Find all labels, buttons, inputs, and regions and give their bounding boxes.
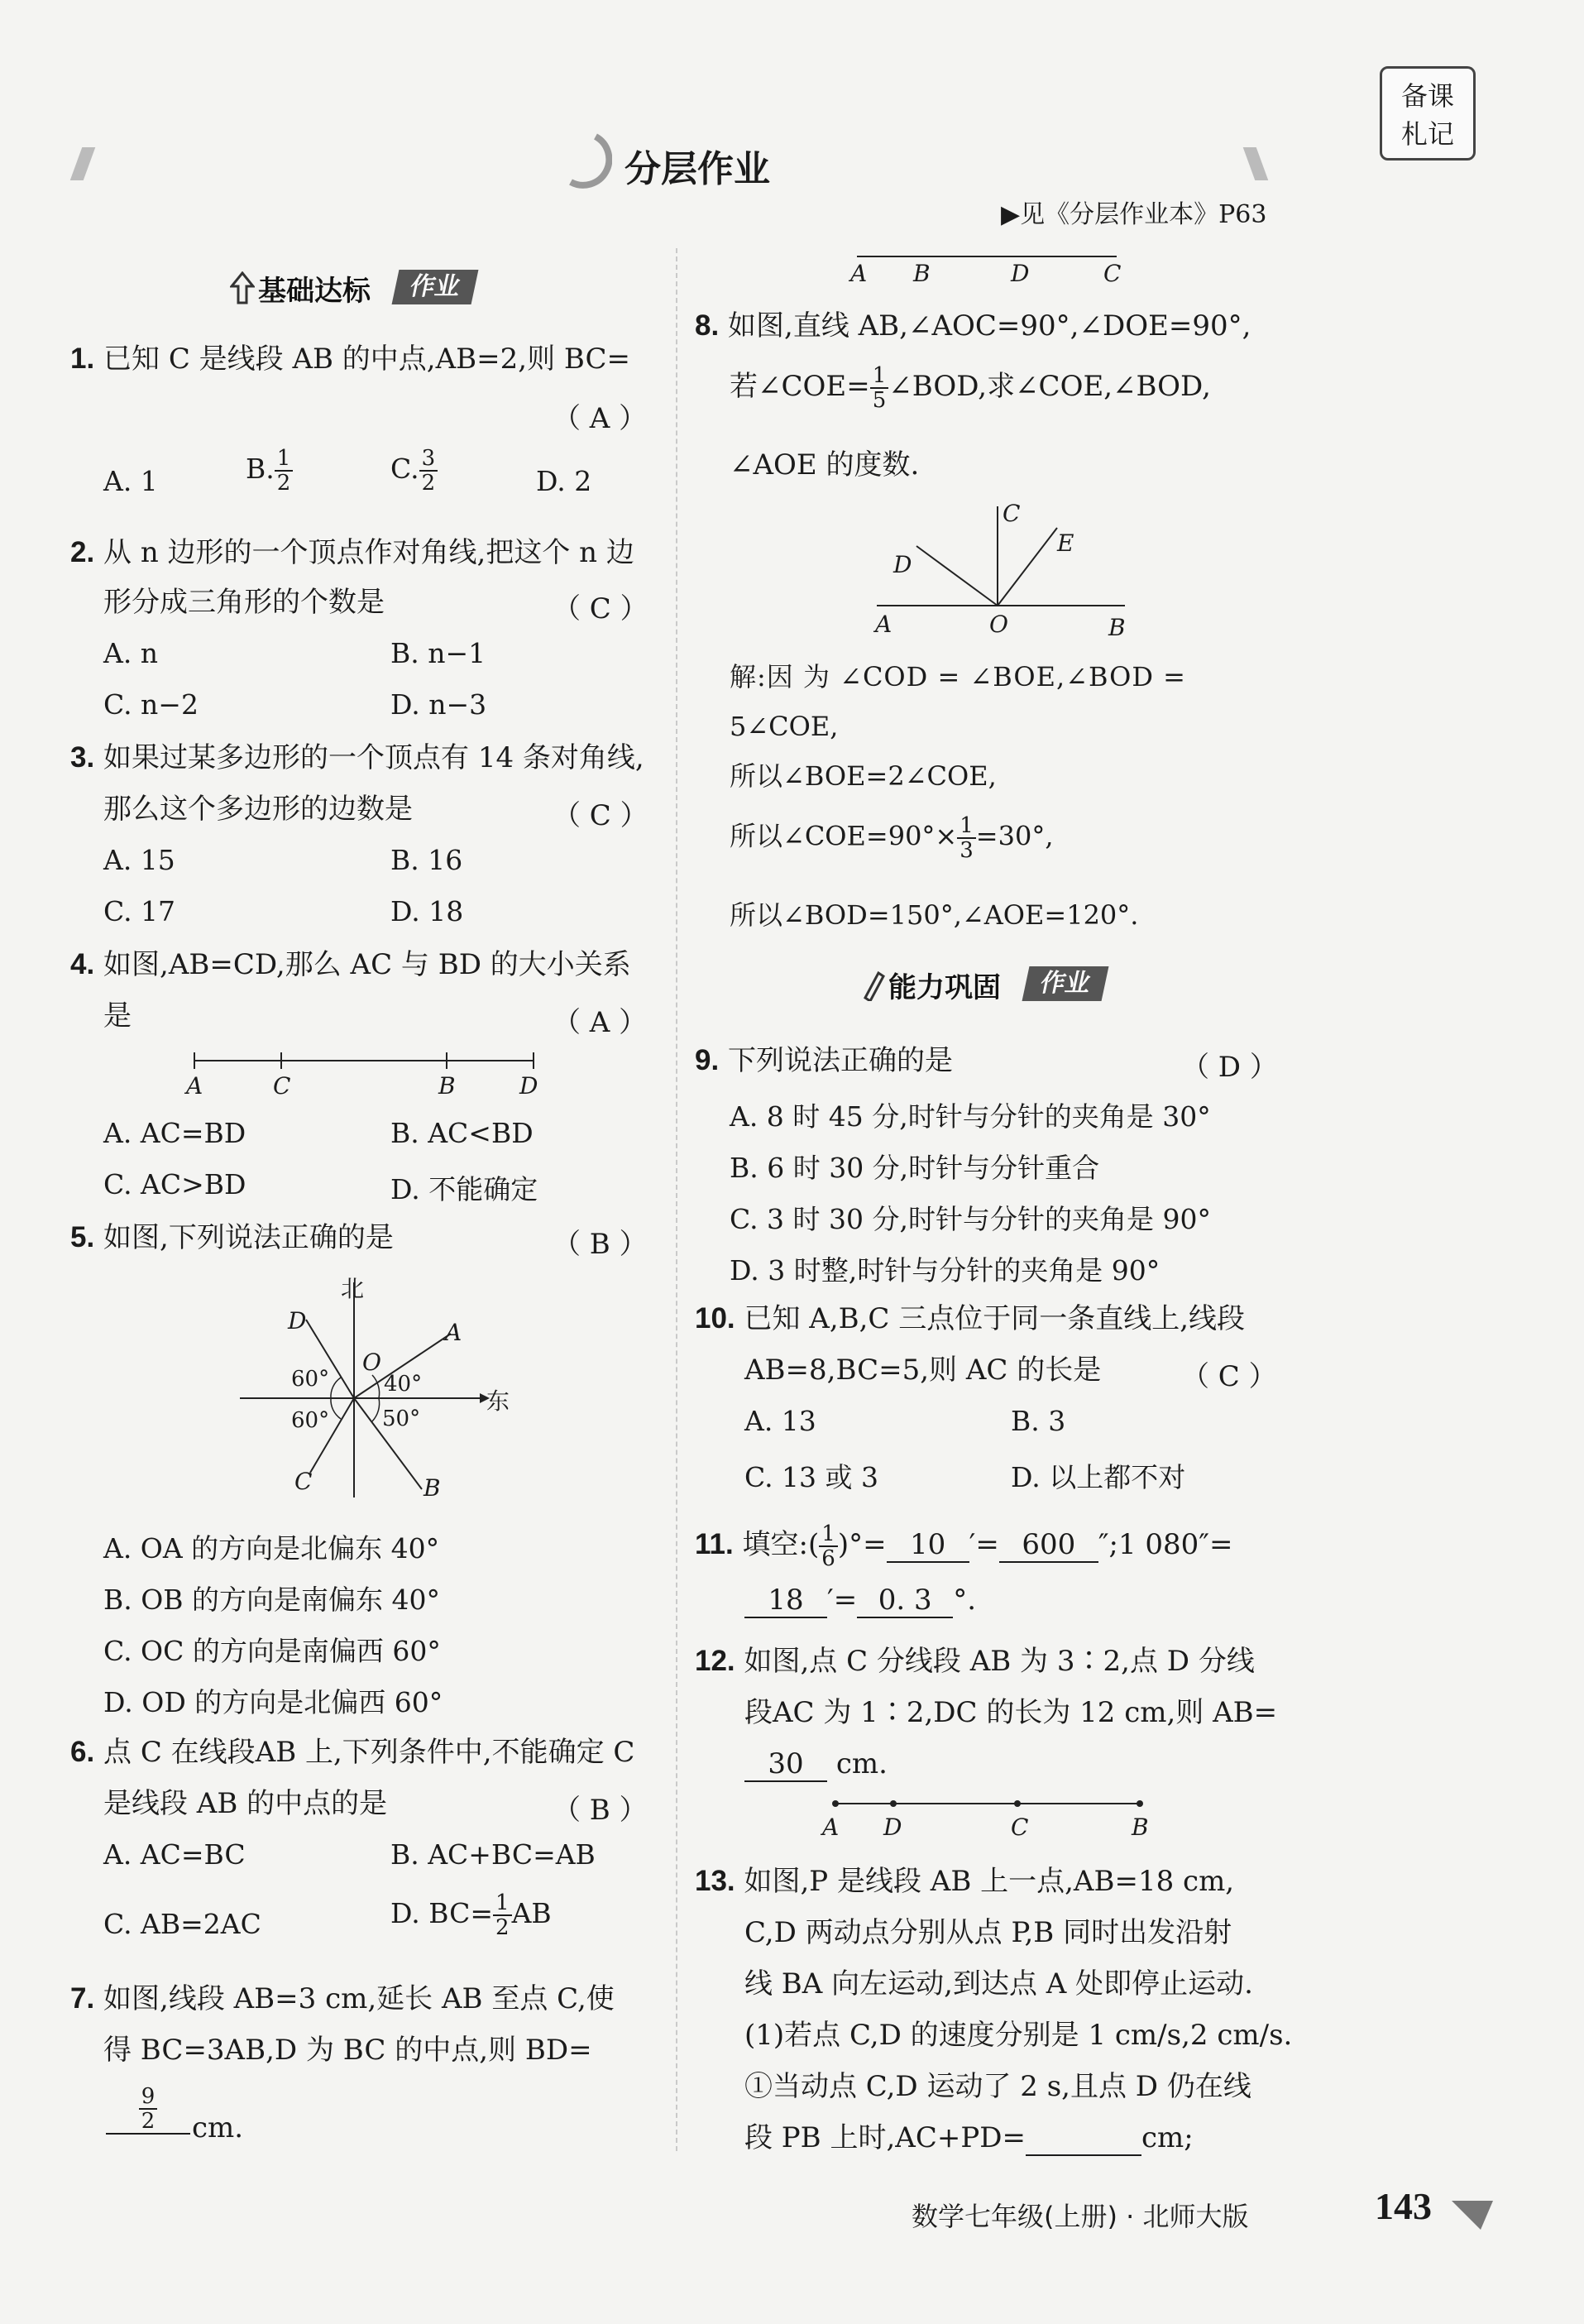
q3-line-2: 那么这个多边形的边数是 <box>103 793 413 826</box>
q2-option-a: A. n <box>103 637 159 669</box>
q8-label-a: A <box>875 611 892 638</box>
q3-option-c: C. 17 <box>103 895 176 927</box>
stamp-line-2: 札记 <box>1400 118 1454 150</box>
q13-line-3: 线 BA 向左运动,到达点 A 处即停止运动. <box>744 1967 1253 2001</box>
q2-answer: （ C ） <box>553 592 648 625</box>
q5-option-b: B. OB 的方向是南偏东 40° <box>103 1584 441 1616</box>
q7-label-c: C <box>1103 260 1122 287</box>
q6-option-a: A. AC=BC <box>103 1838 246 1871</box>
page-title: 分层作业 <box>625 148 770 190</box>
q12-answer-blank: 30 <box>744 1747 827 1782</box>
q8-label-b: B <box>1108 614 1126 641</box>
q4-label-a: A <box>186 1072 203 1100</box>
q11-blank-3: 18 <box>744 1584 827 1618</box>
section-basic <box>230 266 503 306</box>
q10-option-c: C. 13 或 3 <box>744 1461 879 1493</box>
q10-answer: （ C ） <box>1181 1360 1277 1393</box>
q3-option-a: A. 15 <box>103 844 175 876</box>
q2-line-2: 形分成三角形的个数是 <box>103 586 385 619</box>
q4-line-1: 4. 如图,AB=CD,那么 AC 与 BD 的大小关系 <box>70 948 631 981</box>
q8-solution-5: 所以∠BOD=150°,∠AOE=120°. <box>730 899 1139 931</box>
q1-option-a: A. 1 <box>103 465 158 497</box>
page-number: 143 <box>1375 2185 1432 2227</box>
q1-answer: （ A ） <box>553 402 648 435</box>
q9-stem: 9. 下列说法正确的是 <box>695 1044 954 1077</box>
q8-solution-1: 解:因 为 ∠COD = ∠BOE,∠BOD = <box>730 661 1186 692</box>
q4-label-d: D <box>519 1072 538 1100</box>
q3-line-1: 3. 如果过某多边形的一个顶点有 14 条对角线, <box>70 741 644 774</box>
q5-angle-3: 60° <box>291 1408 330 1433</box>
homework-reference: ▶见《分层作业本》P63 <box>1001 200 1267 229</box>
q8-label-c: C <box>1003 500 1021 527</box>
q5-label-b: B <box>424 1474 441 1502</box>
q11-line-1: 11. 填空:( $\frac{1}{6}$ )°= 10 ′= 600 ″;1 080″= <box>695 1521 1233 1571</box>
q11-blank-4: 0. 3 <box>857 1584 953 1618</box>
q4-option-c: C. AC>BD <box>103 1168 246 1200</box>
q1-option-b: B. $\frac{1}{2}$ <box>246 447 293 495</box>
q5-compass-figure <box>232 1274 496 1506</box>
q12-segment-figure <box>827 1794 1158 1818</box>
q3-answer: （ C ） <box>553 799 648 832</box>
q12-label-c: C <box>1011 1814 1029 1841</box>
q10-option-a: A. 13 <box>744 1405 816 1437</box>
q10-option-b: B. 3 <box>1011 1405 1066 1437</box>
q8-line-2: 若∠COE= $\frac{1}{5}$ ∠BOD,求∠COE,∠BOD, <box>730 363 1211 413</box>
q6-option-d: D. BC= $\frac{1}{2}$ AB <box>390 1890 552 1940</box>
q5-angle-4: 50° <box>382 1406 421 1431</box>
q4-label-c: C <box>273 1072 291 1100</box>
q12-label-b: B <box>1132 1814 1149 1841</box>
q5-label-north: 北 <box>341 1275 365 1302</box>
q5-stem: 5. 如图,下列说法正确的是 <box>70 1221 394 1254</box>
q9-option-a: A. 8 时 45 分,时针与分针的夹角是 30° <box>730 1100 1211 1133</box>
section-ability-name: 能力巩固 <box>888 971 1001 1004</box>
q6-option-c: C. AB=2AC <box>103 1908 261 1940</box>
footer-book-title: 数学七年级(上册) · 北师大版 <box>912 2201 1249 2232</box>
q2-option-d: D. n−3 <box>390 688 487 721</box>
q5-option-d: D. OD 的方向是北偏西 60° <box>103 1686 443 1718</box>
q4-option-d: D. 不能确定 <box>390 1173 538 1205</box>
q5-label-o: O <box>362 1349 381 1376</box>
q4-line-2: 是 <box>103 999 132 1033</box>
q2-option-c: C. n−2 <box>103 688 199 721</box>
q7-answer-value: $\frac{9}{2}$ <box>139 2085 158 2133</box>
q5-label-c: C <box>294 1468 313 1495</box>
q9-option-c: C. 3 时 30 分,时针与分针的夹角是 90° <box>730 1203 1211 1235</box>
q3-option-b: B. 16 <box>390 844 463 876</box>
q8-solution-3: 所以∠BOE=2∠COE, <box>730 760 997 792</box>
q5-answer: （ B ） <box>553 1228 648 1261</box>
q8-label-e: E <box>1057 529 1074 557</box>
q4-option-b: B. AC<BD <box>390 1117 534 1149</box>
q8-label-d: D <box>893 551 912 578</box>
q7-line-1: 7. 如图,线段 AB=3 cm,延长 AB 至点 C,使 <box>70 1982 615 2015</box>
q12-label-a: A <box>822 1814 840 1841</box>
q7-label-b: B <box>913 260 931 287</box>
q13-line-4: (1)若点 C,D 的速度分别是 1 cm/s,2 cm/s. <box>744 2019 1293 2052</box>
q1-option-d: D. 2 <box>536 465 592 497</box>
q5-option-c: C. OC 的方向是南偏西 60° <box>103 1635 441 1667</box>
q6-line-1: 6. 点 C 在线段AB 上,下列条件中,不能确定 C <box>70 1736 635 1769</box>
q13-blank <box>1026 2121 1141 2156</box>
footer-arrow-icon <box>1448 2192 1497 2234</box>
q7-segment-figure <box>852 248 1125 273</box>
stamp-line-1: 备课 <box>1400 80 1454 112</box>
q13-line-2: C,D 两动点分别从点 P,B 同时出发沿射 <box>744 1916 1232 1949</box>
q5-angle-2: 40° <box>384 1372 423 1397</box>
q5-label-east: 东 <box>486 1387 510 1415</box>
q9-option-d: D. 3 时整,时针与分针的夹角是 90° <box>730 1254 1160 1287</box>
q4-option-a: A. AC=BD <box>103 1117 246 1149</box>
q6-line-2: 是线段 AB 的中点的是 <box>103 1787 388 1820</box>
section-basic-name: 基础达标 <box>258 275 371 308</box>
up-arrow-icon <box>230 271 255 304</box>
q8-solution-4: 所以∠COE=90°× $\frac{1}{3}$ =30°, <box>730 813 1054 863</box>
q2-line-1: 2. 从 n 边形的一个顶点作对角线,把这个 n 边 <box>70 536 634 569</box>
q10-line-1: 10. 已知 A,B,C 三点位于同一条直线上,线段 <box>695 1302 1246 1335</box>
header-decor-right <box>1243 147 1269 180</box>
section-ability <box>860 963 1125 1003</box>
header-swirl-icon <box>562 132 612 190</box>
q7-unit: cm. <box>192 2111 244 2144</box>
q1-stem: 1. 已知 C 是线段 AB 的中点,AB=2,则 BC= <box>70 343 631 376</box>
q5-label-d: D <box>288 1307 307 1335</box>
q5-angle-1: 60° <box>291 1367 330 1392</box>
q4-answer: （ A ） <box>553 1006 648 1039</box>
section-ability-tag: 作业 <box>1022 966 1109 1001</box>
q11-line-2: 18 ′= 0. 3 °. <box>744 1584 976 1618</box>
q8-line-1: 8. 如图,直线 AB,∠AOC=90°,∠DOE=90°, <box>695 309 1251 343</box>
pencil-icon <box>860 968 885 1001</box>
q7-answer-blank <box>106 2085 190 2135</box>
q10-line-2: AB=8,BC=5,则 AC 的长是 <box>744 1354 1102 1387</box>
q12-label-d: D <box>883 1814 902 1841</box>
q4-label-b: B <box>438 1072 456 1100</box>
q12-line-2: 段AC 为 1∶2,DC 的长为 12 cm,则 AB= <box>744 1696 1278 1729</box>
q1-option-c: C. $\frac{3}{2}$ <box>390 447 438 495</box>
q3-option-d: D. 18 <box>390 895 464 927</box>
q2-option-b: B. n−1 <box>390 637 486 669</box>
q9-answer: （ D ） <box>1181 1051 1278 1084</box>
prep-notes-stamp <box>1380 66 1476 161</box>
q7-label-d: D <box>1011 260 1030 287</box>
column-divider <box>676 248 677 2151</box>
q13-line-1: 13. 如图,P 是线段 AB 上一点,AB=18 cm, <box>695 1865 1235 1898</box>
q13-line-6: 段 PB 上时,AC+PD= cm; <box>744 2121 1194 2154</box>
q8-solution-2: 5∠COE, <box>730 711 839 742</box>
q6-option-b: B. AC+BC=AB <box>390 1838 596 1871</box>
q7-label-a: A <box>850 260 868 287</box>
q7-line-2: 得 BC=3AB,D 为 BC 的中点,则 BD= <box>103 2034 592 2067</box>
q11-blank-1: 10 <box>887 1528 969 1563</box>
q11-blank-2: 600 <box>999 1528 1098 1563</box>
header-decor-left <box>70 147 96 180</box>
q10-option-d: D. 以上都不对 <box>1011 1461 1186 1493</box>
q8-label-o: O <box>989 611 1008 638</box>
q4-segment-figure <box>182 1047 546 1105</box>
q13-line-5: ①当动点 C,D 运动了 2 s,且点 D 仍在线 <box>744 2070 1251 2103</box>
q12-answer-line: 30 cm. <box>744 1747 888 1782</box>
q5-option-a: A. OA 的方向是北偏东 40° <box>103 1532 440 1565</box>
q8-line-3: ∠AOE 的度数. <box>730 448 920 482</box>
q5-label-a: A <box>445 1319 462 1346</box>
section-basic-tag: 作业 <box>392 270 479 304</box>
q12-line-1: 12. 如图,点 C 分线段 AB 为 3∶2,点 D 分线 <box>695 1645 1255 1678</box>
q9-option-b: B. 6 时 30 分,时针与分针重合 <box>730 1152 1100 1184</box>
q6-answer: （ B ） <box>553 1794 648 1827</box>
